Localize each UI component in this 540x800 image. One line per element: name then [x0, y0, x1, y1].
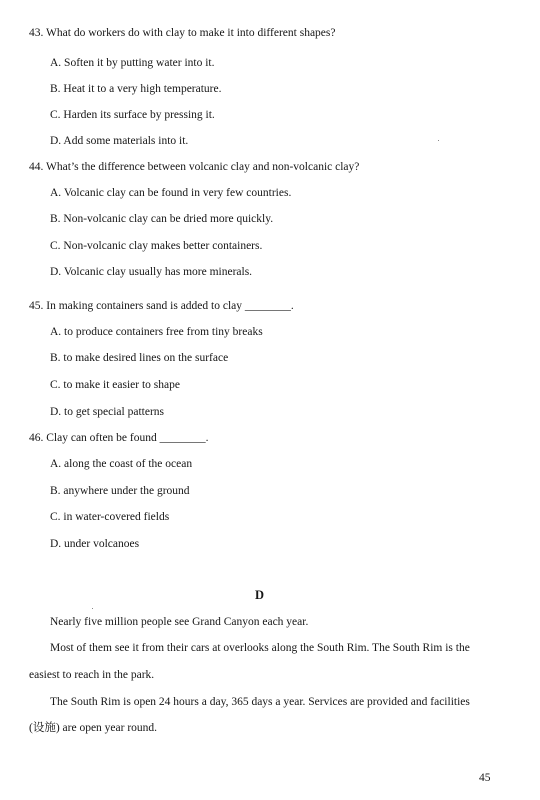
question-46-option-b: B. anywhere under the ground: [50, 485, 190, 497]
question-43-option-d: D. Add some materials into it.: [50, 135, 189, 147]
question-44-option-c: C. Non-volcanic clay makes better containers.: [50, 240, 263, 252]
question-46-option-a: A. along the coast of the ocean: [50, 458, 193, 470]
question-45-option-d: D. to get special patterns: [50, 406, 165, 418]
page-number: 45: [479, 772, 491, 784]
passage-paragraph-2-line-2: easiest to reach in the park.: [29, 669, 155, 681]
scan-speck: [92, 608, 93, 609]
question-43-stem: 43. What do workers do with clay to make it into different shapes?: [29, 27, 336, 39]
question-46-option-d: D. under volcanoes: [50, 538, 140, 550]
passage-paragraph-3-line-1: The South Rim is open 24 hours a day, 365 days a year. Services are provided and facilities: [50, 696, 470, 708]
passage-paragraph-2-line-1: Most of them see it from their cars at overlooks along the South Rim. The South Rim is the: [50, 642, 470, 654]
scan-speck: [438, 140, 439, 141]
question-44-stem: 44. What’s the difference between volcanic clay and non-volcanic clay?: [29, 161, 360, 173]
question-46-stem: 46. Clay can often be found ________.: [29, 432, 209, 444]
question-45-option-a: A. to produce containers free from tiny breaks: [50, 326, 263, 338]
question-45-option-c: C. to make it easier to shape: [50, 379, 180, 391]
question-45-stem: 45. In making containers sand is added to clay ________.: [29, 300, 294, 312]
passage-paragraph-3-line-2: (设施) are open year round.: [29, 722, 158, 734]
passage-section-letter: D: [255, 588, 265, 602]
question-44-option-b: B. Non-volcanic clay can be dried more quickly.: [50, 213, 274, 225]
question-46-option-c: C. in water-covered fields: [50, 511, 170, 523]
question-44-option-d: D. Volcanic clay usually has more minerals.: [50, 266, 253, 278]
question-44-option-a: A. Volcanic clay can be found in very few countries.: [50, 187, 292, 199]
question-43-option-b: B. Heat it to a very high temperature.: [50, 83, 222, 95]
question-45-option-b: B. to make desired lines on the surface: [50, 352, 229, 364]
passage-paragraph-1: Nearly five million people see Grand Canyon each year.: [50, 616, 309, 628]
question-43-option-c: C. Harden its surface by pressing it.: [50, 109, 215, 121]
question-43-option-a: A. Soften it by putting water into it.: [50, 57, 215, 69]
